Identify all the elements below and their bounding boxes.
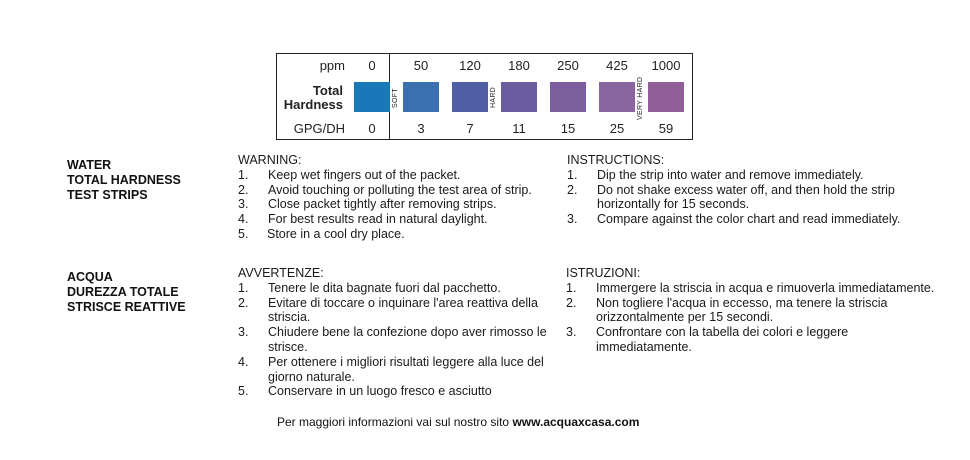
instructions-heading: INSTRUCTIONS: (567, 153, 665, 167)
item-number: 2. (238, 295, 249, 310)
list-item (566, 296, 916, 326)
item-number: 1. (238, 280, 249, 295)
item-text: Conservare in un luogo fresco e asciutto (268, 384, 492, 399)
color-swatch (403, 82, 439, 112)
list-item (238, 227, 558, 242)
ppm-value: 425 (606, 58, 628, 73)
list-item (567, 183, 912, 213)
list-item (238, 212, 558, 227)
item-text: Dip the strip into water and remove immediately. (597, 167, 864, 182)
color-swatch (550, 82, 586, 112)
list-item (566, 325, 896, 355)
instructions-section (567, 153, 912, 227)
title-line: STRISCE REATTIVE (67, 300, 186, 314)
list-item (567, 212, 912, 227)
istruzioni-heading: ISTRUZIONI: (566, 266, 641, 280)
item-number: 1. (566, 280, 577, 295)
footer-info (277, 415, 639, 429)
ppm-value: 50 (413, 58, 429, 73)
item-text: Keep wet fingers out of the packet. (268, 167, 461, 182)
warning-heading: WARNING: (238, 153, 302, 167)
footer-text: Per maggiori informazioni vai sul nostro sito (277, 415, 513, 429)
gpg-value: 11 (512, 121, 526, 136)
avvertenze-heading: AVVERTENZE: (238, 266, 324, 280)
item-text: Avoid touching or polluting the test area of strip. (268, 182, 532, 197)
item-number: 2. (566, 295, 577, 310)
title-line: DUREZZA TOTALE (67, 285, 179, 299)
color-chart (276, 53, 693, 140)
item-number: 3. (566, 325, 577, 340)
list-item (238, 325, 556, 355)
item-text: Compare against the color chart and read immediately. (597, 212, 901, 227)
item-number: 4. (238, 354, 249, 369)
ppm-value: 0 (368, 58, 376, 73)
gpg-value: 15 (560, 121, 576, 136)
list-item (567, 168, 912, 183)
item-number: 3. (567, 212, 578, 227)
ppm-value: 120 (459, 58, 481, 73)
color-swatch (599, 82, 635, 112)
gpg-value: 3 (417, 121, 425, 136)
gpg-value: 7 (466, 121, 474, 136)
list-item (566, 281, 956, 296)
gpg-value: 59 (658, 121, 674, 136)
item-number: 1. (567, 167, 578, 182)
item-text: Evitare di toccare o inquinare l'area reattiva della striscia. (268, 295, 538, 325)
avvertenze-section (238, 266, 556, 399)
total-hardness-line1: Total (312, 83, 343, 98)
title-line: ACQUA (67, 270, 113, 284)
gpg-label: GPG/DH (293, 121, 345, 136)
gpg-value: 0 (368, 121, 376, 136)
item-number: 4. (238, 212, 249, 227)
item-text: Confrontare con la tabella dei colori e leggere immediatamente. (596, 325, 849, 354)
list-item (238, 183, 558, 198)
hard-label: HARD (490, 86, 497, 108)
ppm-value: 250 (557, 58, 579, 73)
ppm-value: 180 (508, 58, 530, 73)
istruzioni-section (566, 266, 956, 355)
item-number: 2. (567, 182, 578, 197)
item-number: 3. (238, 197, 249, 212)
soft-label: SOFT (392, 88, 399, 108)
item-number: 3. (238, 325, 249, 340)
ppm-label: ppm (319, 58, 345, 73)
item-text: Tenere le dita bagnate fuori dal pacchetto. (268, 280, 501, 295)
item-text: Per ottenere i migliori risultati leggere alla luce del giorno naturale. (268, 354, 544, 384)
color-swatch (501, 82, 537, 112)
title-line: TOTAL HARDNESS (67, 173, 181, 187)
website-link[interactable]: www.acquaxcasa.com (512, 415, 640, 429)
total-hardness-label (277, 84, 343, 112)
total-hardness-line2: Hardness (283, 97, 343, 112)
ppm-value: 1000 (651, 58, 681, 73)
item-number: 1. (238, 167, 249, 182)
title-line: WATER (67, 158, 112, 172)
item-text: Store in a cool dry place. (267, 226, 405, 241)
color-swatch (354, 82, 390, 112)
italian-product-title (67, 270, 186, 315)
color-swatch (648, 82, 684, 112)
warning-section (238, 153, 558, 242)
item-text: Chiudere bene la confezione dopo aver rimosso le strisce. (268, 325, 547, 354)
item-text: Close packet tightly after removing strips. (268, 197, 497, 212)
item-text: Do not shake excess water off, and then hold the strip horizontally for 15 seconds. (597, 182, 895, 212)
gpg-value: 25 (609, 121, 625, 136)
very-hard-label: VERY HARD (637, 76, 644, 120)
list-item (238, 355, 556, 385)
item-text: Non togliere l'acqua in eccesso, ma tenere la striscia orizzontalmente per 15 secondi. (596, 295, 888, 325)
english-product-title (67, 158, 181, 203)
list-item (238, 168, 558, 183)
list-item (238, 384, 556, 399)
title-line: TEST STRIPS (67, 188, 148, 202)
item-number: 2. (238, 182, 249, 197)
list-item (238, 281, 556, 296)
list-item (238, 197, 558, 212)
color-swatch (452, 82, 488, 112)
item-text: Immergere la striscia in acqua e rimuoverla immediatamente. (596, 280, 935, 295)
list-item (238, 296, 556, 326)
item-text: For best results read in natural daylight. (268, 212, 488, 227)
item-number: 5. (238, 384, 249, 399)
item-number: 5. (238, 226, 249, 241)
